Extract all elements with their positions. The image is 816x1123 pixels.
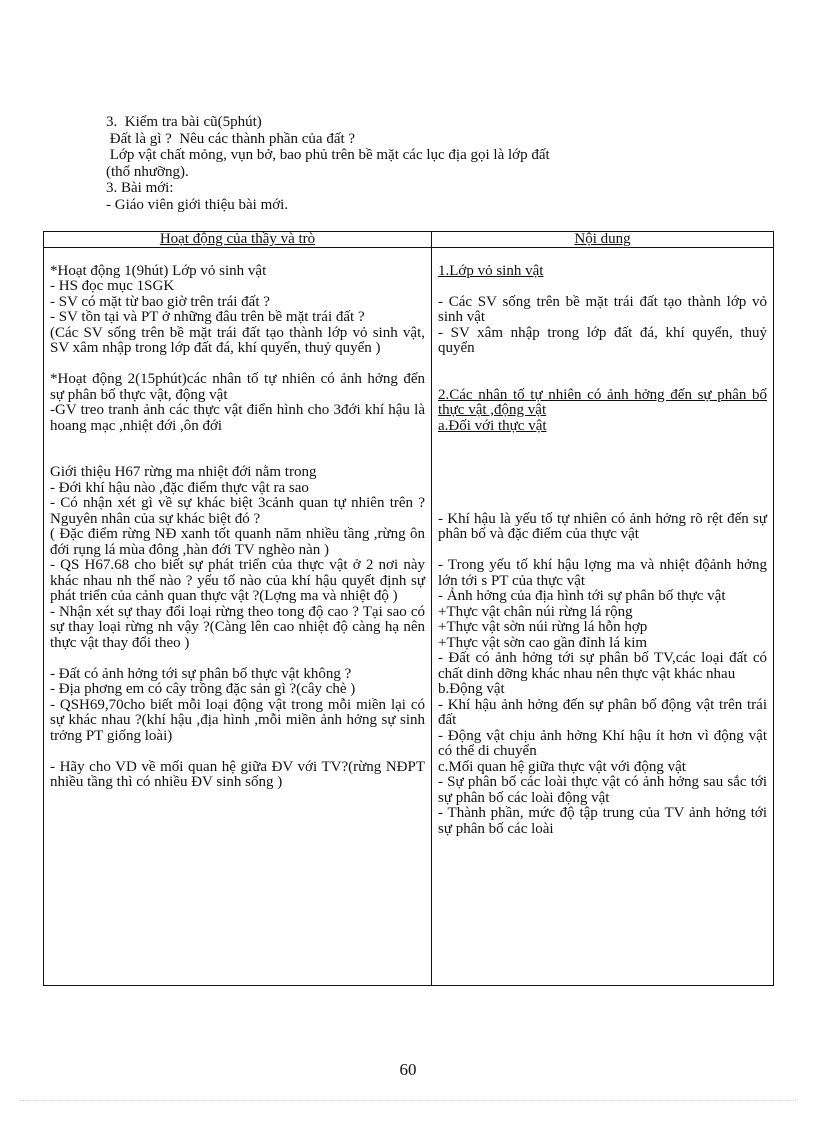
spacer — [438, 496, 767, 512]
activity-line: - Có nhận xét gì về sự khác biệt 3cảnh quan tự nhiên trên ? Nguyên nhân của sự khác biệt đó ? — [50, 495, 425, 527]
page-number: 60 — [399, 1060, 417, 1079]
content-line: - Trong yếu tố khí hậu lợng ma và nhiệt độảnh hởng lớn tới s PT của thực vật — [438, 557, 767, 589]
lesson-intro — [106, 114, 706, 213]
activity-line: ( Đặc điểm rừng NĐ xanh tốt quanh năm nhiều tầng ,rừng ôn đới rụng lá mùa đông ,hàn đới TV nghèo nàn ) — [50, 526, 425, 558]
footer-divider — [20, 1100, 796, 1101]
table-body-row — [44, 248, 774, 986]
intro-line: 3. Bài mới: — [106, 180, 174, 196]
spacer — [50, 651, 425, 667]
content-line: +Thực vật chân núi rừng lá rộng — [438, 603, 633, 620]
intro-line: (thổ nhưỡng). — [106, 163, 189, 180]
activities-column — [44, 248, 432, 986]
spacer — [438, 279, 767, 295]
activity-line: - Hãy cho VD về mối quan hệ giữa ĐV với TV?(rừng NĐPT nhiều tầng thì có nhiều ĐV sinh sống ) — [50, 758, 425, 790]
content-line: - SV xâm nhập trong lớp đất đá, khí quyển, thuỷ quyển — [438, 324, 767, 356]
activity-line: - QSH69,70cho biết mỗi loại động vật trong mỗi miền lại có sự khác nhau ?(khí hậu ,địa hình ,mỗi miền ảnh hởng sự sinh trởng PT giống loài) — [50, 696, 425, 744]
activity-line: Giới thiệu H67 rừng ma nhiệt đới nằm trong — [50, 464, 317, 480]
header-activities: Hoạt động của thầy và trò — [44, 232, 432, 248]
intro-line: Đất là gì ? Nêu các thành phần của đất ? — [106, 130, 356, 147]
content-line: c.Mối quan hệ giữa thực vật với động vật — [438, 758, 686, 775]
spacer — [438, 543, 767, 559]
activity-line: - Địa phơng em có cây trồng đặc sản gì ?(cây chè ) — [50, 681, 356, 697]
content-line: 1.Lớp vỏ sinh vật — [438, 262, 544, 279]
spacer — [50, 744, 425, 760]
activity-line: *Hoạt động 1(9hút) Lớp vỏ sinh vật — [50, 262, 267, 279]
content-line: - Đất có ảnh hởng tới sự phân bố TV,các loại đất có chất dinh dỡng khác nhau nên thực vật khác nhau — [438, 650, 767, 682]
spacer — [50, 357, 425, 373]
intro-line: 3. Kiểm tra bài cũ(5phút) — [106, 114, 262, 130]
spacer — [438, 481, 767, 497]
content-line: - Khí hậu là yếu tố tự nhiên có ảnh hởng rõ rệt đến sự phân bố và đặc điểm của thực vật — [438, 510, 767, 542]
spacer — [438, 450, 767, 466]
spacer — [438, 357, 767, 373]
activity-line: - Đới khí hậu nào ,đặc điểm thực vật ra sao — [50, 479, 309, 496]
content-line: - Các SV sống trên bề mặt trái đất tạo thành lớp vỏ sinh vật — [438, 293, 767, 325]
content-line: - Thành phần, mức độ tập trung của TV ảnh hởng tới sự phân bố các loài — [438, 805, 767, 837]
spacer — [438, 372, 767, 388]
spacer — [50, 450, 425, 466]
intro-line: - Giáo viên giới thiệu bài mới. — [106, 196, 289, 213]
intro-line: Lớp vật chất mỏng, vụn bở, bao phủ trên bề mặt các lục địa gọi là lớp đất — [106, 147, 550, 163]
activity-line: - Nhận xét sự thay đổi loại rừng theo tong độ cao ? Tại sao có sự thay loại rừng nh vậy ?(Càng lên cao nhiệt độ càng hạ nên thực vật thay đổi theo ) — [50, 603, 425, 651]
content-line: - Động vật chịu ảnh hởng Khí hậu ít hơn vì động vật có thể di chuyển — [438, 727, 767, 759]
content-line: - Ảnh hởng của địa hình tới sự phân bố thực vật — [438, 588, 726, 604]
activity-line: - Đất có ảnh hởng tới sự phân bố thực vật không ? — [50, 665, 352, 682]
activity-line: -GV treo tranh ảnh các thực vật điển hình cho 3đới khí hậu là hoang mạc ,nhiệt đới ,ôn đới — [50, 402, 425, 434]
content-column — [432, 248, 774, 986]
activity-line: - QS H67.68 cho biết sự phát triển của thực vật ở 2 nơi này khác nhau nh thế nào ? yếu tố nào của khí hậu quyết định sự phát triển của cảnh quan thực vật ?(Lợng ma và nhiệt độ ) — [50, 557, 425, 604]
spacer — [438, 434, 767, 450]
content-line: +Thực vật sờn cao gần đỉnh lá kim — [438, 634, 648, 651]
header-content: Nội dung — [432, 232, 774, 248]
content-line: - Khí hậu ảnh hởng đến sự phân bố động vật trên trái đất — [438, 696, 767, 728]
content-line: 2.Các nhân tố tự nhiên có ảnh hởng đến sự phân bố thực vật ,động vật — [438, 386, 767, 418]
activity-line: (Các SV sống trên bề mặt trái đất tạo thành lớp vỏ sinh vật, SV xâm nhập trong lớp đất đá, khí quyển, thuỷ quyển ) — [50, 324, 425, 356]
spacer — [438, 465, 767, 481]
content-line: +Thực vật sờn núi rừng lá hỗn hợp — [438, 619, 648, 635]
content-line: - Sự phân bố các loài thực vật có ảnh hởng sau sắc tới sự phân bố các loài động vật — [438, 774, 767, 806]
activity-line: - SV có mặt từ bao giờ trên trái đất ? — [50, 293, 270, 310]
content-line: b.Động vật — [438, 681, 505, 697]
spacer — [50, 434, 425, 450]
spacer — [50, 248, 425, 264]
lesson-table — [43, 231, 774, 986]
activity-line: - SV tồn tại và PT ở những đâu trên bề mặt trái đất ? — [50, 309, 365, 325]
content-line: a.Đối với thực vật — [438, 417, 547, 434]
activity-line: *Hoạt động 2(15phút)các nhân tố tự nhiên có ảnh hởng đến sự phân bố thực vật, động vật — [50, 371, 425, 403]
spacer — [438, 248, 767, 264]
table-header-row — [44, 232, 774, 248]
activity-line: - HS đọc mục 1SGK — [50, 278, 175, 294]
